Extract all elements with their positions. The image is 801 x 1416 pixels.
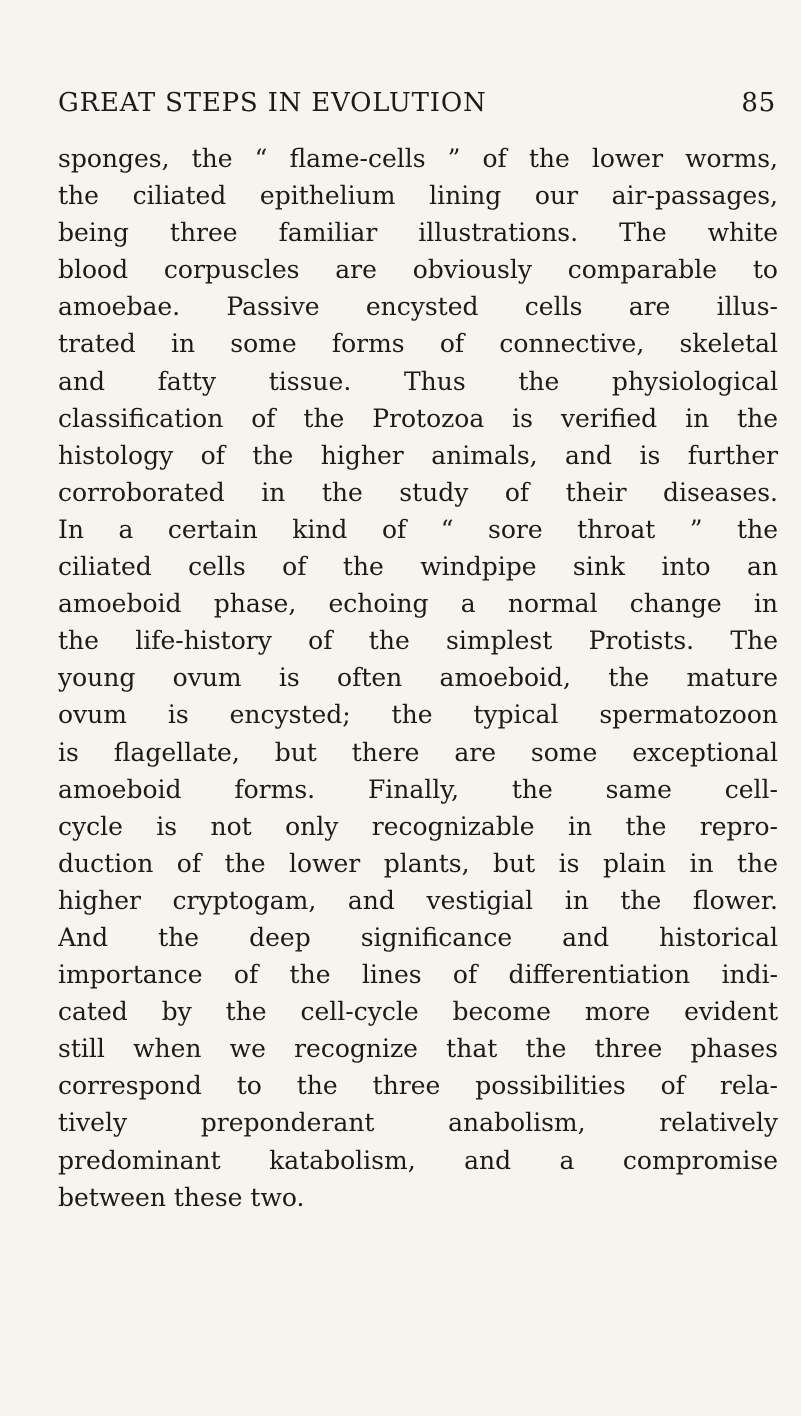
body-text [58,140,778,1216]
text-line: being three familiar illustrations. The white [58,218,778,248]
text-line: the ciliated epithelium lining our air-passages, [58,181,778,211]
text-line: In a certain kind of “ sore throat ” the [58,514,778,544]
page-header [58,88,776,128]
text-line: higher cryptogam, and vestigial in the flower. [58,885,778,915]
text-line: importance of the lines of differentiation indi- [58,960,778,990]
text-line: And the deep significance and historical [58,922,778,952]
text-line: sponges, the “ flame-cells ” of the lower worms, [58,144,778,173]
text-line: trated in some forms of connective, skeletal [58,329,778,359]
text-line: and fatty tissue. Thus the physiological [58,366,778,396]
page-number: 85 [741,88,776,118]
text-line: corroborated in the study of their diseases. [58,477,778,507]
text-line: correspond to the three possibilities of rela- [58,1071,778,1101]
text-line: is flagellate, but there are some exceptional [58,737,778,767]
text-line: tively preponderant anabolism, relatively [58,1108,778,1138]
text-line: amoebae. Passive encysted cells are illus- [58,292,778,322]
text-line: duction of the lower plants, but is plain in the [58,848,778,878]
text-line: histology of the higher animals, and is further [58,440,778,470]
text-line: predominant katabolism, and a compromise [58,1145,778,1175]
text-line: amoeboid forms. Finally, the same cell- [58,774,778,804]
text-line: amoeboid phase, echoing a normal change in [58,589,778,619]
text-line: classification of the Protozoa is verified in the [58,403,778,433]
text-line: the life-history of the simplest Protists. The [58,626,778,656]
text-line: cated by the cell-cycle become more evident [58,997,778,1027]
text-line: cycle is not only recognizable in the repro- [58,811,778,841]
running-title: GREAT STEPS IN EVOLUTION [58,88,487,118]
text-line: blood corpuscles are obviously comparable to [58,255,778,285]
text-line: young ovum is often amoeboid, the mature [58,663,778,693]
text-line: ovum is encysted; the typical spermatozoon [58,700,778,730]
text-line: ciliated cells of the windpipe sink into an [58,552,778,582]
text-line: still when we recognize that the three phases [58,1034,778,1064]
text-line: between these two. [58,1182,305,1212]
